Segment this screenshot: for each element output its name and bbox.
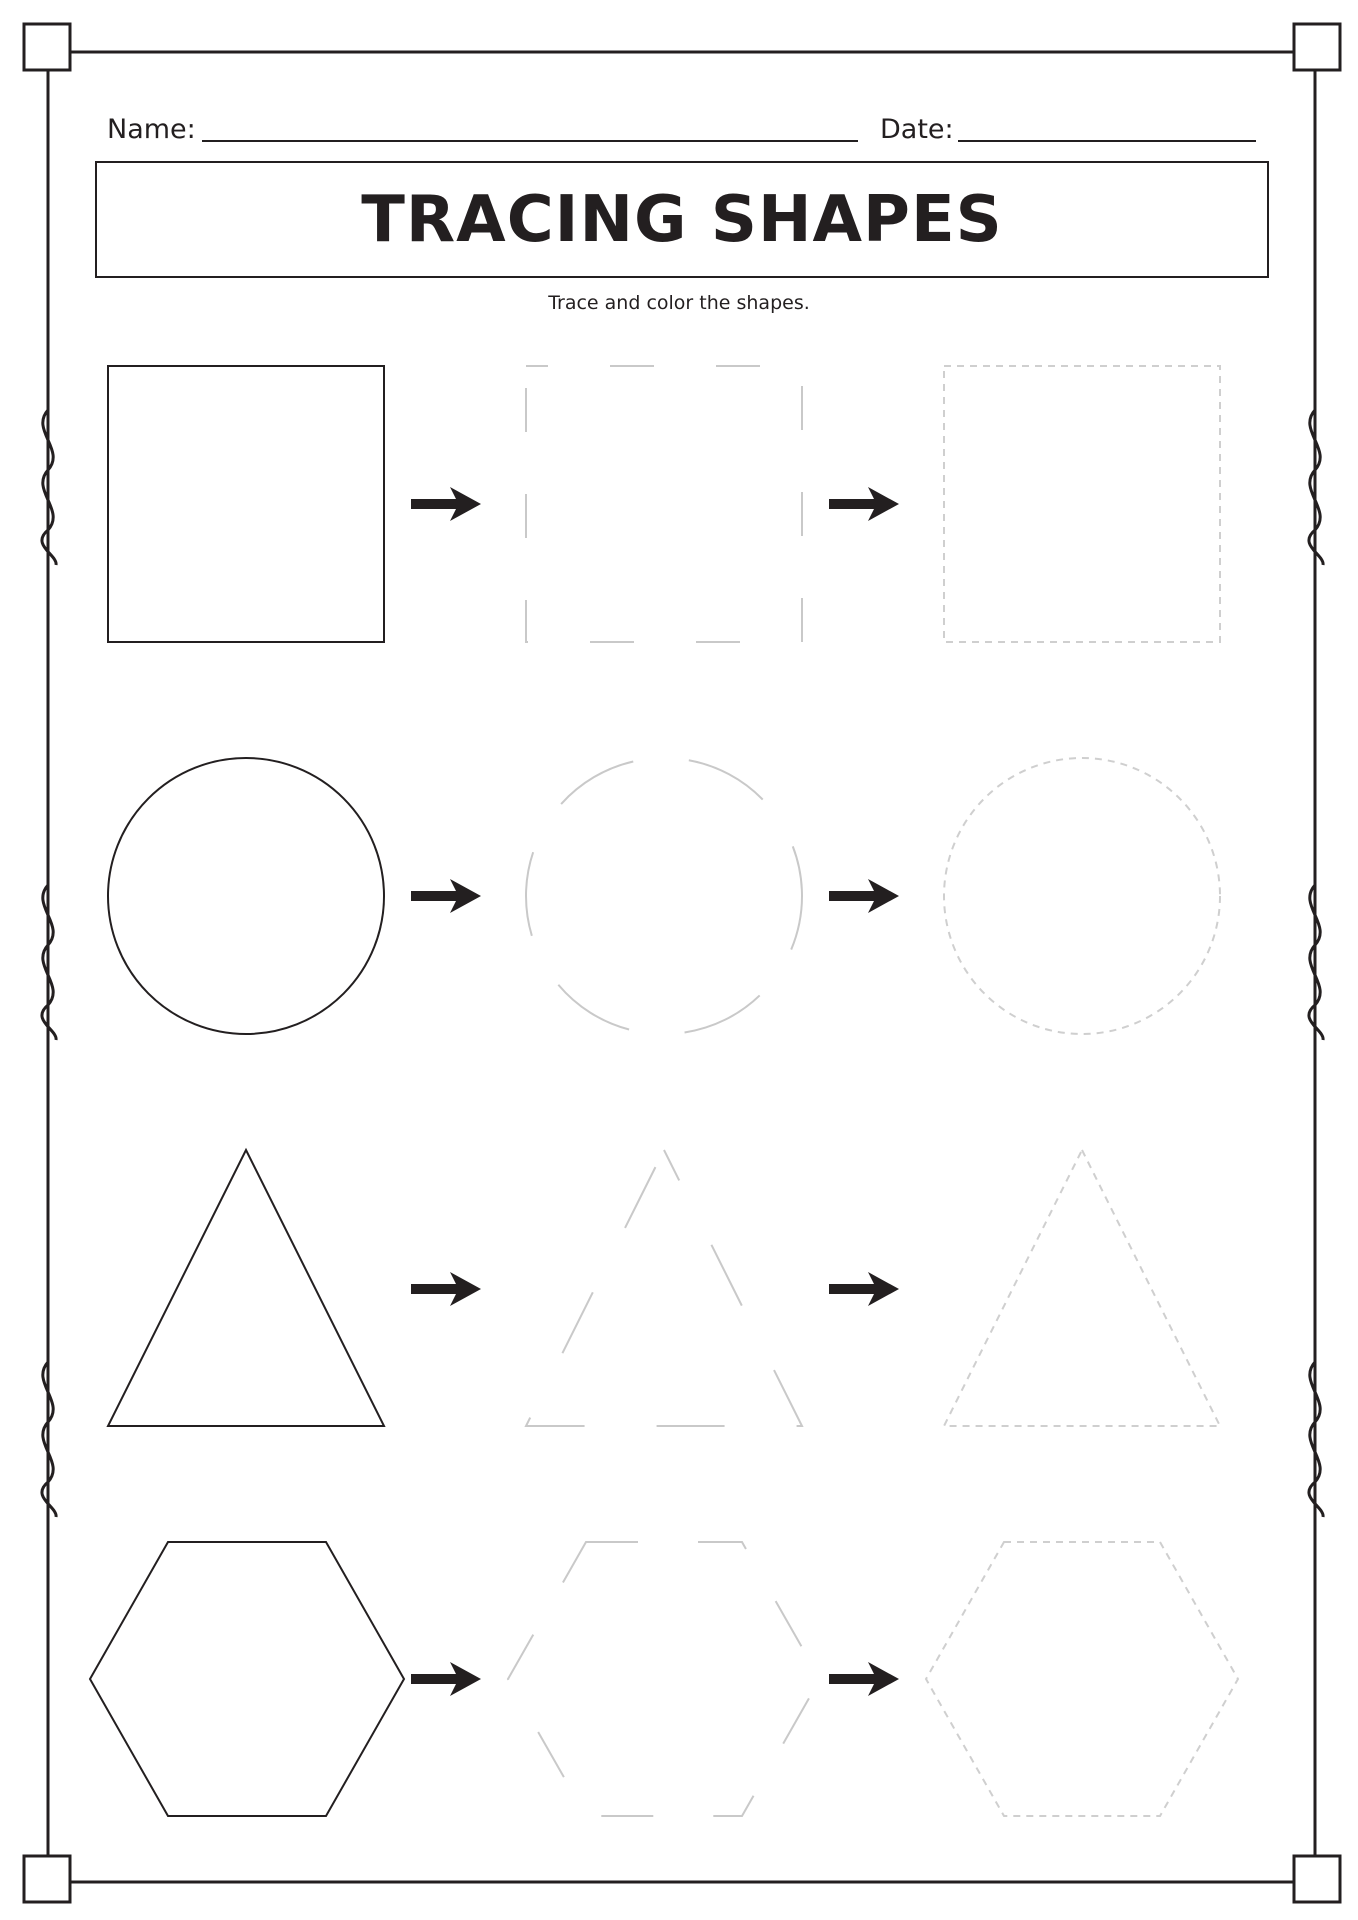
corner-square-top-right [1294,24,1340,70]
row-square [108,366,1220,642]
arrow-icon [829,879,899,913]
arrows [411,487,899,1696]
page-title: TRACING SHAPES [361,182,1003,257]
row-hexagon [90,1542,1238,1816]
arrow-icon [411,1662,481,1696]
instruction-text: Trace and color the shapes. [548,292,810,314]
hexagon-trace-long-dash[interactable] [508,1542,820,1816]
corner-square-top-left [24,24,70,70]
circle-model [108,758,384,1034]
row-triangle [108,1150,1220,1426]
circle-trace-long-dash[interactable] [526,758,802,1034]
arrow-icon [829,1662,899,1696]
triangle-trace-dotted[interactable] [944,1150,1220,1426]
corner-square-bottom-right [1294,1856,1340,1902]
triangle-model [108,1150,384,1426]
square-trace-dotted[interactable] [944,366,1220,642]
hexagon-model [90,1542,404,1816]
date-label: Date: [880,114,954,145]
square-trace-long-dash[interactable] [526,366,802,642]
arrow-icon [829,487,899,521]
arrow-icon [829,1272,899,1306]
row-circle [108,758,1220,1034]
triangle-trace-long-dash[interactable] [526,1150,802,1426]
page-border [48,52,1315,1882]
arrow-icon [411,1272,481,1306]
square-model [108,366,384,642]
circle-trace-dotted[interactable] [944,758,1220,1034]
corner-square-bottom-left [24,1856,70,1902]
wavy-decorations [42,410,1323,1517]
hexagon-trace-dotted[interactable] [926,1542,1238,1816]
title-banner [95,161,1269,278]
arrow-icon [411,879,481,913]
name-label: Name: [107,114,196,145]
arrow-icon [411,487,481,521]
